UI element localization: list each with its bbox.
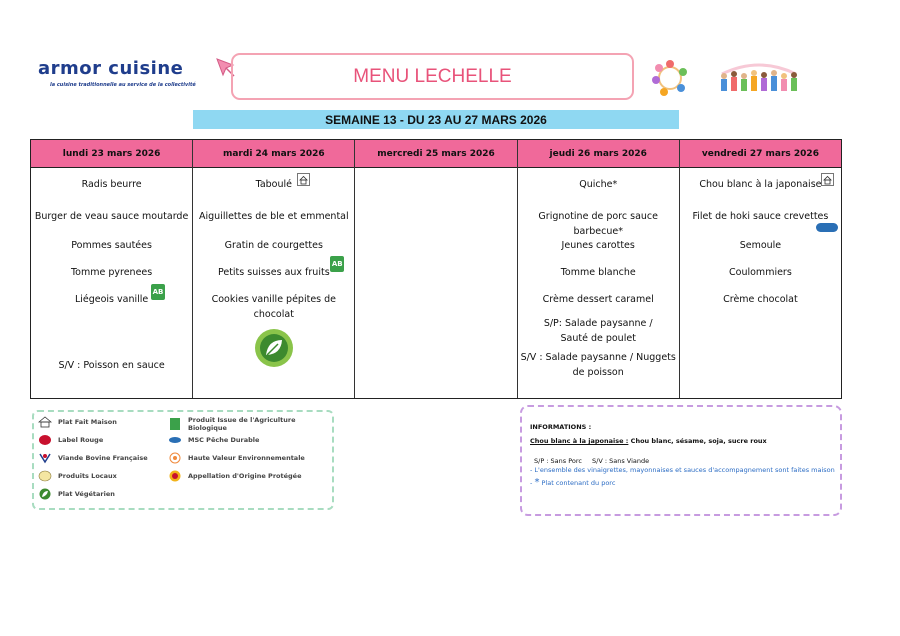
menu-item: Pommes sautées xyxy=(71,240,152,251)
day-column-monday xyxy=(31,140,193,398)
menu-item: Radis beurre xyxy=(81,179,142,190)
vegetarian-leaf-icon xyxy=(38,488,52,500)
day-header: jeudi 26 mars 2026 xyxy=(518,140,679,168)
info-heading: INFORMATIONS : xyxy=(530,423,592,431)
menu-item: Coulommiers xyxy=(729,267,792,278)
menu-item: S/V : Salade paysanne / Nuggets de poisson xyxy=(520,352,676,378)
info-abbreviations: S/P : Sans Porc S/V : Sans Viande xyxy=(534,457,650,465)
legend-item: Produits Locaux xyxy=(38,470,117,482)
menu-item: S/V : Poisson en sauce xyxy=(58,360,165,371)
info-dish-desc: Chou blanc, sésame, soja, sucre roux xyxy=(628,437,767,445)
menu-item: Semoule xyxy=(739,240,782,251)
legend-item: Viande Bovine Française xyxy=(38,452,148,464)
hve-icon xyxy=(168,452,182,464)
menu-item: S/P: Salade paysanne / Sauté de poulet xyxy=(543,318,653,344)
menu-item: Tomme blanche xyxy=(560,267,636,278)
week-banner: SEMAINE 13 - DU 23 AU 27 MARS 2026 xyxy=(193,110,679,129)
legend-box xyxy=(32,410,334,510)
house-icon xyxy=(821,173,834,186)
menu-item: Gratin de courgettes xyxy=(224,240,323,251)
menu-item: Petits suisses aux fruits xyxy=(217,267,330,278)
legend-item: Produit Issue de l'Agriculture Biologique xyxy=(168,416,332,432)
menu-item: Crème chocolat xyxy=(723,294,798,305)
msc-fish-icon xyxy=(168,434,182,446)
aop-icon xyxy=(168,470,182,482)
menu-item: Tomme pyrenees xyxy=(70,267,153,278)
page-title: MENU LECHELLE xyxy=(231,53,634,100)
info-dish-line xyxy=(530,437,767,445)
menu-item: Taboulé xyxy=(255,179,292,190)
day-column-tuesday xyxy=(193,140,355,398)
legend-item: Plat Fait Maison xyxy=(38,416,117,428)
info-note-pork: - * Plat contenant du porc xyxy=(530,477,616,488)
menu-item: Filet de hoki sauce crevettes xyxy=(692,211,829,222)
legend-item: Appellation d'Origine Protégée xyxy=(168,470,301,482)
day-column-thursday xyxy=(518,140,680,398)
legend-item: MSC Pêche Durable xyxy=(168,434,259,446)
french-beef-icon xyxy=(38,452,52,464)
menu-item: Chou blanc à la japonaise xyxy=(699,179,822,190)
house-icon xyxy=(38,416,52,428)
menu-item: Grignotine de porc sauce barbecue* xyxy=(538,211,658,237)
local-products-icon xyxy=(38,470,52,482)
msc-fish-icon xyxy=(816,223,838,232)
brand-tagline: la cuisine traditionnelle au service de la collectivité xyxy=(50,82,196,88)
info-note-sauces: - L'ensemble des vinaigrettes, mayonnaises et sauces d'accompagnement sont faites maison xyxy=(530,466,835,474)
day-column-friday xyxy=(680,140,841,398)
house-icon xyxy=(297,173,310,186)
menu-item: Jeunes carottes xyxy=(561,240,635,251)
day-header: lundi 23 mars 2026 xyxy=(31,140,192,168)
children-group-icon xyxy=(716,60,802,96)
menu-item: Liégeois vanille xyxy=(74,294,149,305)
legend-item: Plat Végétarien xyxy=(38,488,115,500)
menu-item: Aiguillettes de ble et emmental xyxy=(198,211,349,222)
menu-item: Crème dessert caramel xyxy=(542,294,654,305)
day-header: mardi 24 mars 2026 xyxy=(193,140,354,168)
label-rouge-icon xyxy=(38,434,52,446)
menu-item: Burger de veau sauce moutarde xyxy=(34,211,189,222)
day-header: vendredi 27 mars 2026 xyxy=(680,140,841,168)
menu-table xyxy=(30,139,842,399)
children-circle-icon xyxy=(650,58,690,98)
day-column-wednesday xyxy=(355,140,517,398)
day-header: mercredi 25 mars 2026 xyxy=(355,140,516,168)
brand-logo: armor cuisine xyxy=(38,58,184,79)
information-box xyxy=(520,405,842,516)
vegetarian-leaf-icon xyxy=(254,328,294,368)
ab-organic-icon xyxy=(168,418,182,430)
menu-item: Quiche* xyxy=(579,179,618,190)
menu-item: Cookies vanille pépites de chocolat xyxy=(211,294,337,320)
legend-item: Label Rouge xyxy=(38,434,103,446)
legend-item: Haute Valeur Environnementale xyxy=(168,452,305,464)
info-dish-name: Chou blanc à la japonaise : xyxy=(530,437,629,445)
ab-organic-icon: AB xyxy=(151,284,165,300)
ab-organic-icon: AB xyxy=(330,256,344,272)
